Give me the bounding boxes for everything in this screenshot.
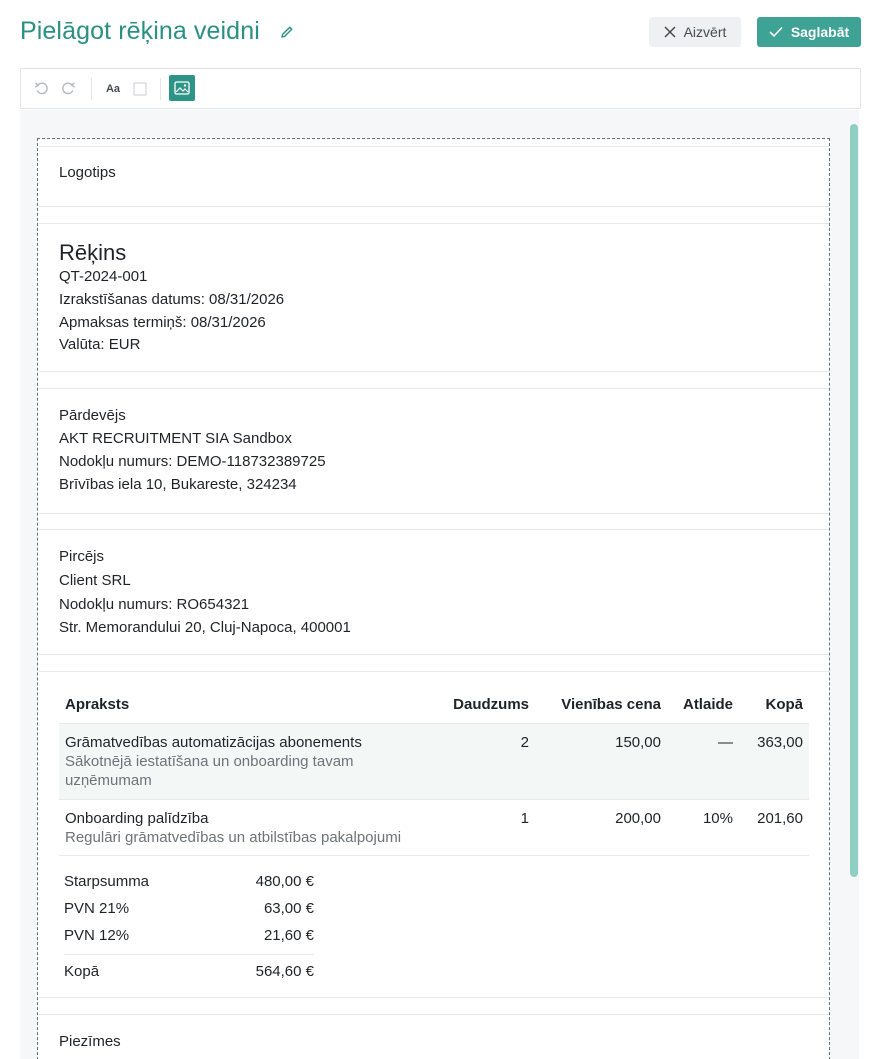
column-header: Atlaide bbox=[667, 685, 739, 724]
table-header-row bbox=[59, 685, 809, 724]
currency: Valūta: EUR bbox=[59, 336, 141, 353]
page-header bbox=[0, 0, 879, 66]
logo-label: Logotips bbox=[59, 164, 116, 181]
buyer-address: Str. Memorandului 20, Cluj-Napoca, 400001 bbox=[59, 619, 351, 636]
document-info-section[interactable] bbox=[39, 223, 829, 372]
vat21-label: PVN 21% bbox=[64, 900, 130, 917]
vertical-scrollbar[interactable] bbox=[850, 124, 858, 877]
seller-heading: Pārdevējs bbox=[59, 407, 126, 424]
totals-divider bbox=[64, 954, 314, 955]
item-subtitle: Sākotnējā iestatīšana un onboarding tavam uzņēmumam bbox=[65, 753, 354, 789]
save-button[interactable] bbox=[757, 17, 861, 47]
buyer-heading: Pircējs bbox=[59, 548, 105, 565]
column-header: Kopā bbox=[739, 685, 809, 724]
redo-button[interactable] bbox=[59, 79, 77, 99]
border-button[interactable] bbox=[131, 79, 149, 99]
image-button[interactable] bbox=[169, 75, 195, 101]
column-header: Vienības cena bbox=[535, 685, 667, 724]
check-icon bbox=[769, 26, 783, 38]
buyer-section[interactable] bbox=[39, 529, 829, 655]
editor-canvas bbox=[20, 110, 859, 1059]
invoice-number: QT-2024-001 bbox=[59, 268, 148, 285]
due-date: Apmaksas termiņš: 08/31/2026 bbox=[59, 314, 266, 331]
logo-section[interactable] bbox=[39, 146, 829, 207]
buyer-tax-number: Nodokļu numurs: RO654321 bbox=[59, 596, 250, 613]
vat12-label: PVN 12% bbox=[64, 927, 130, 944]
issue-date: Izrakstīšanas datums: 08/31/2026 bbox=[59, 291, 285, 308]
page-title: Pielāgot rēķina veidni bbox=[20, 17, 260, 45]
seller-address: Brīvības iela 10, Bukareste, 324234 bbox=[59, 476, 297, 493]
item-subtitle: Regulāri grāmatvedības un atbilstības pakalpojumi bbox=[65, 829, 402, 846]
undo-button[interactable] bbox=[33, 79, 51, 99]
image-icon bbox=[174, 81, 190, 95]
column-header: Apraksts bbox=[59, 685, 428, 724]
toolbar-divider bbox=[91, 78, 92, 100]
subtotal-label: Starpsumma bbox=[64, 873, 150, 890]
close-button-label: Aizvērt bbox=[683, 24, 727, 40]
item-title: Onboarding palīdzība bbox=[65, 810, 209, 827]
close-icon bbox=[664, 26, 676, 38]
document-title: Rēķins bbox=[59, 240, 127, 265]
item-quantity: 1 bbox=[428, 800, 535, 856]
item-discount: — bbox=[667, 724, 739, 800]
item-unit-price: 150,00 bbox=[535, 724, 667, 800]
editor-toolbar bbox=[20, 68, 861, 109]
item-total: 363,00 bbox=[739, 724, 809, 800]
grand-total-row bbox=[64, 963, 314, 983]
notes-heading: Piezīmes bbox=[59, 1033, 121, 1050]
item-quantity: 2 bbox=[428, 724, 535, 800]
subtotal-value: 480,00 € bbox=[255, 873, 314, 890]
pencil-icon[interactable] bbox=[279, 24, 295, 40]
items-section[interactable] bbox=[39, 671, 829, 998]
item-discount: 10% bbox=[667, 800, 739, 856]
table-row[interactable] bbox=[59, 800, 809, 856]
toolbar-divider bbox=[160, 78, 161, 100]
seller-section[interactable] bbox=[39, 388, 829, 514]
save-button-label: Saglabāt bbox=[790, 24, 850, 40]
subtotal-row bbox=[64, 873, 314, 893]
buyer-name: Client SRL bbox=[59, 572, 131, 589]
grand-total-label: Kopā bbox=[64, 963, 100, 980]
items-table bbox=[59, 685, 809, 856]
vat12-row bbox=[64, 927, 314, 947]
notes-section[interactable] bbox=[39, 1014, 829, 1059]
invoice-page bbox=[37, 138, 830, 1059]
seller-name: AKT RECRUITMENT SIA Sandbox bbox=[59, 430, 292, 447]
close-button[interactable] bbox=[649, 17, 741, 47]
item-total: 201,60 bbox=[739, 800, 809, 856]
vat21-value: 63,00 € bbox=[263, 900, 314, 917]
seller-tax-number: Nodokļu numurs: DEMO-118732389725 bbox=[59, 453, 326, 470]
undo-icon bbox=[34, 81, 50, 97]
vat12-value: 21,60 € bbox=[263, 927, 314, 944]
item-title: Grāmatvedības automatizācijas abonements bbox=[65, 734, 362, 751]
vat21-row bbox=[64, 900, 314, 920]
font-button[interactable]: Aa bbox=[105, 83, 121, 95]
item-unit-price: 200,00 bbox=[535, 800, 667, 856]
column-header: Daudzums bbox=[428, 685, 535, 724]
table-row[interactable] bbox=[59, 724, 809, 800]
redo-icon bbox=[60, 81, 76, 97]
square-icon bbox=[133, 82, 147, 96]
grand-total-value: 564,60 € bbox=[255, 963, 314, 980]
